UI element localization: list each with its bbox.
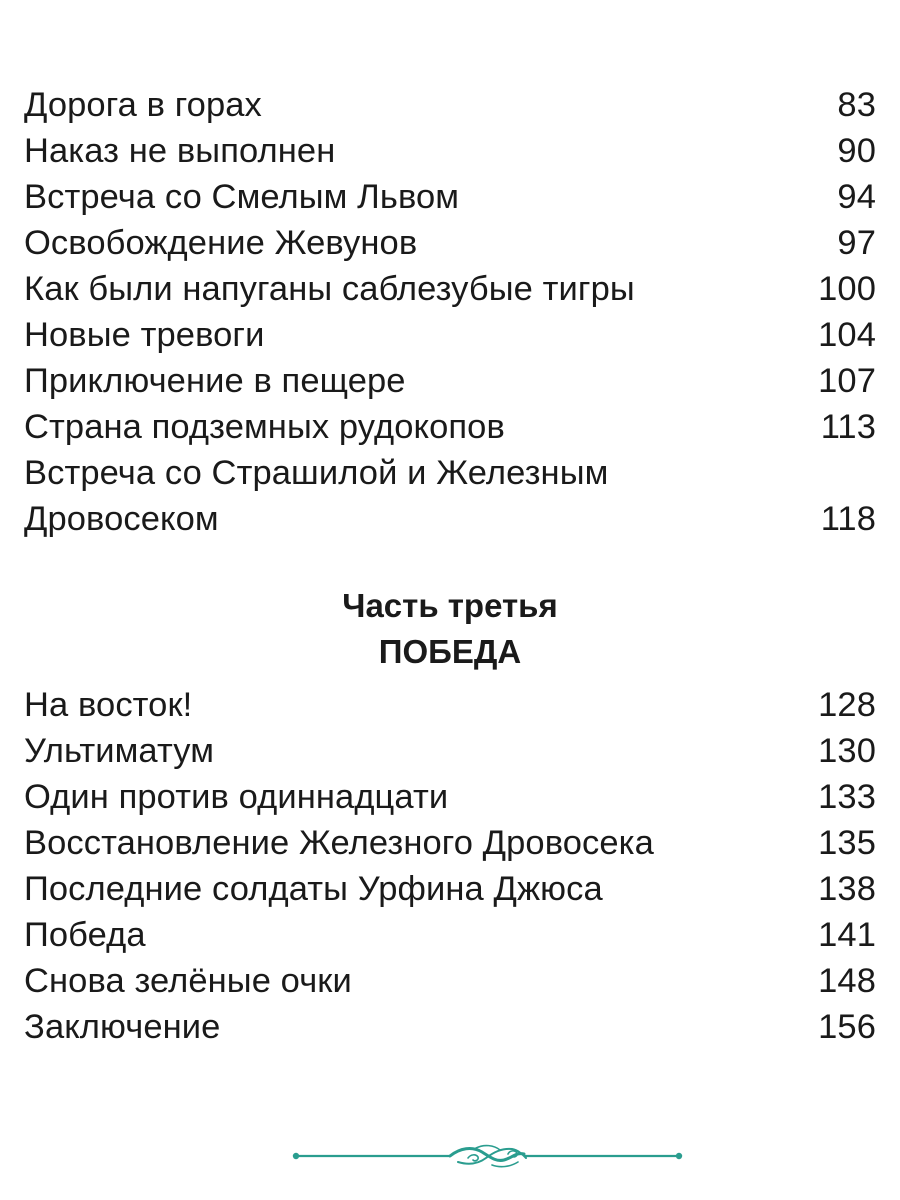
toc-entry[interactable] xyxy=(24,358,876,404)
toc-entry-title: На восток! xyxy=(24,686,193,724)
toc-entry-page: 130 xyxy=(818,732,876,770)
toc-entry-title: Победа xyxy=(24,916,146,954)
toc-entry-page: 118 xyxy=(820,500,876,538)
toc-entry[interactable] xyxy=(24,312,876,358)
toc-entry-page: 135 xyxy=(818,824,876,862)
toc-entry[interactable] xyxy=(24,266,876,312)
toc-entry[interactable] xyxy=(24,174,876,220)
part-title: Часть третья xyxy=(342,587,558,624)
toc-entry-title: Приключение в пещере xyxy=(24,362,406,400)
toc-entry-page: 90 xyxy=(837,132,876,170)
toc-entry[interactable] xyxy=(24,866,876,912)
toc-entry-page: 133 xyxy=(818,778,876,816)
toc-entry[interactable] xyxy=(24,1004,876,1050)
toc-entry[interactable] xyxy=(24,128,876,174)
toc-entry-title: Наказ не выполнен xyxy=(24,132,336,170)
toc-entry-page: 141 xyxy=(818,916,876,954)
toc-entry-title: Один против одиннадцати xyxy=(24,778,449,816)
toc-entry-page: 97 xyxy=(837,224,876,262)
toc-entry-title: Дорога в горах xyxy=(24,86,262,124)
toc-entry[interactable] xyxy=(24,682,876,728)
toc-entry-page: 94 xyxy=(837,178,876,216)
toc-entry-title: Восстановление Железного Дровосека xyxy=(24,824,654,862)
toc-entry[interactable] xyxy=(24,728,876,774)
toc-entry-page: 138 xyxy=(818,870,876,908)
toc-entry[interactable] xyxy=(24,774,876,820)
toc-entry[interactable] xyxy=(24,220,876,266)
toc-entry[interactable] xyxy=(24,404,876,450)
toc-entry-page: 83 xyxy=(837,86,876,124)
toc-entry-page: 148 xyxy=(818,962,876,1000)
toc-entry[interactable] xyxy=(24,82,876,128)
toc-entry-page: 113 xyxy=(820,408,876,446)
part-heading xyxy=(0,583,900,675)
toc-entry-page: 128 xyxy=(818,686,876,724)
toc-list-part-3 xyxy=(24,682,876,1050)
part-subtitle: ПОБЕДА xyxy=(378,633,522,670)
toc-entry-title: Новые тревоги xyxy=(24,316,265,354)
toc-entry[interactable] xyxy=(24,820,876,866)
toc-entry-title: Освобождение Жевунов xyxy=(24,224,418,262)
flourish-divider-icon xyxy=(290,1138,685,1174)
toc-entry-title: Встреча со Страшилой и Железным Дровосеком xyxy=(24,454,609,538)
toc-entry-title: Заключение xyxy=(24,1008,221,1046)
toc-entry-page: 100 xyxy=(818,270,876,308)
toc-entry-page: 107 xyxy=(818,362,876,400)
toc-entry[interactable] xyxy=(24,958,876,1004)
toc-entry-page: 156 xyxy=(818,1008,876,1046)
toc-entry-title: Встреча со Смелым Львом xyxy=(24,178,460,216)
toc-entry[interactable] xyxy=(24,912,876,958)
toc-entry-title: Снова зелёные очки xyxy=(24,962,352,1000)
toc-entry-title: Страна подземных рудокопов xyxy=(24,408,505,446)
toc-entry-page: 104 xyxy=(818,316,876,354)
toc-list-part-2 xyxy=(24,82,876,542)
toc-entry-title: Как были напуганы саблезубые тигры xyxy=(24,270,635,308)
toc-entry-title: Последние солдаты Урфина Джюса xyxy=(24,870,603,908)
toc-entry-title: Ультиматум xyxy=(24,732,215,770)
toc-entry[interactable] xyxy=(24,450,876,542)
